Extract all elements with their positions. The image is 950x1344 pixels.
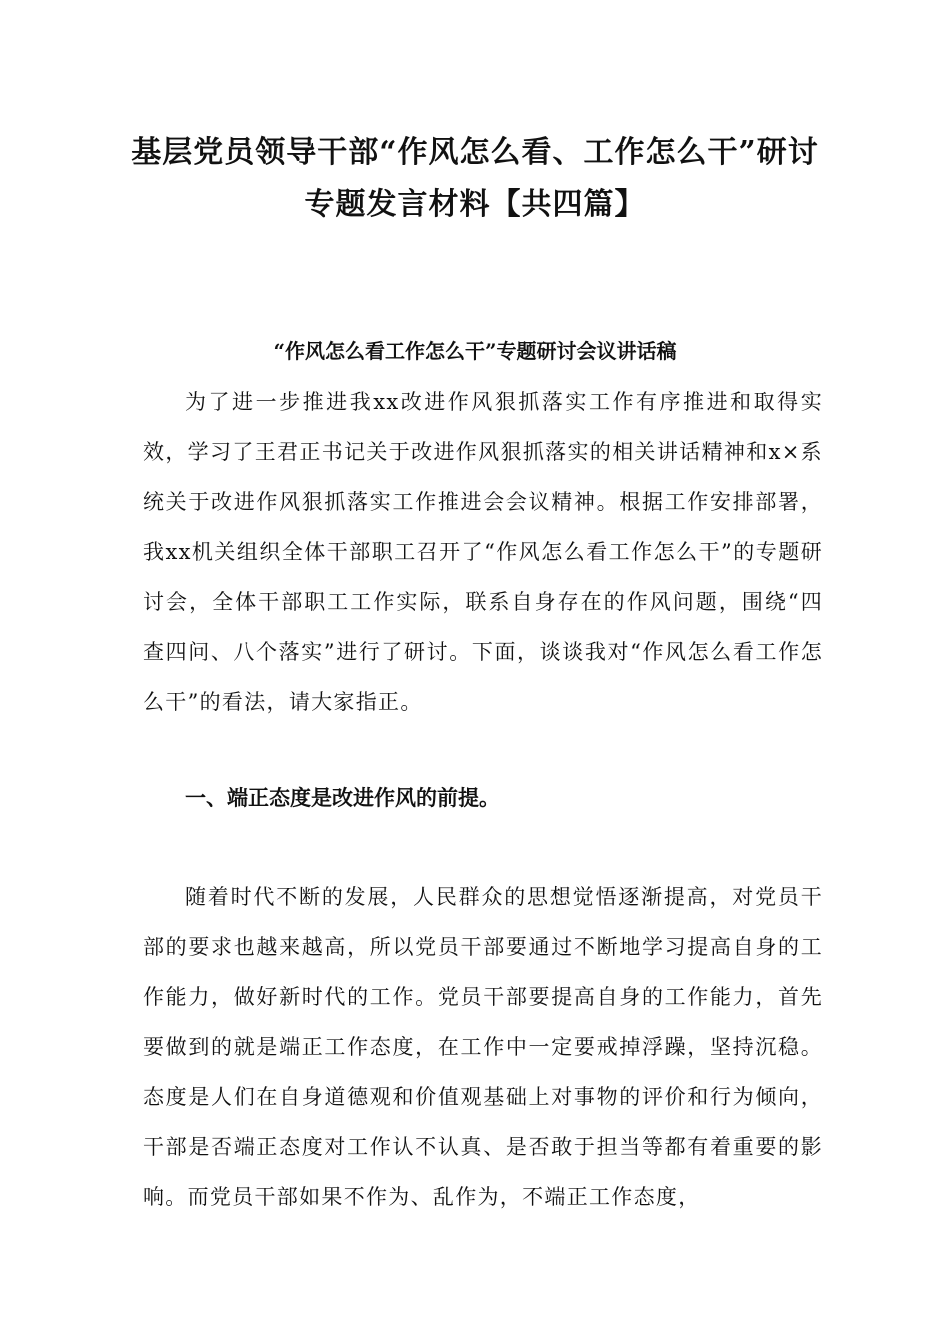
document-title-line-2: 专题发言材料【共四篇】 [304,187,646,222]
document-title-line-1: 基层党员领导干部“作风怎么看、工作怎么干”研讨 [131,135,819,170]
speech-subtitle: “作风怎么看工作怎么干”专题研讨会议讲话稿 [273,339,677,363]
section-heading-1: 一、端正态度是改进作风的前提。 [185,785,500,810]
intro-paragraph: 为了进一步推进我xx改进作风狠抓落实工作有序推进和取得实效，学习了王君正书记关于改进作风狠抓落实的相关讲话精神和x×系统关于改进作风狠抓落实工作推进会会议精神。根据工作安排部署，我xx机关组织全体干部职工召开了“作风怎么看工作怎么干”的专题研讨会，全体干部职工工作实际，联系自身存在的作风问题，围绕“四查四问、八个落实”进行了研讨。下面，谈谈我对“作风怎么看工作怎么干”的看法，请大家指正。 [143,390,823,714]
section-1-paragraph: 随着时代不断的发展，人民群众的思想觉悟逐渐提高，对党员干部的要求也越来越高，所以党员干部要通过不断地学习提高自身的工作能力，做好新时代的工作。党员干部要提高自身的工作能力，首先要做到的就是端正工作态度，在工作中一定要戒掉浮躁，坚持沉稳。态度是人们在自身道德观和价值观基础上对事物的评价和行为倾向，干部是否端正态度对工作认不认真、是否敢于担当等都有着重要的影响。而党员干部如果不作为、乱作为，不端正工作态度， [143,885,823,1209]
